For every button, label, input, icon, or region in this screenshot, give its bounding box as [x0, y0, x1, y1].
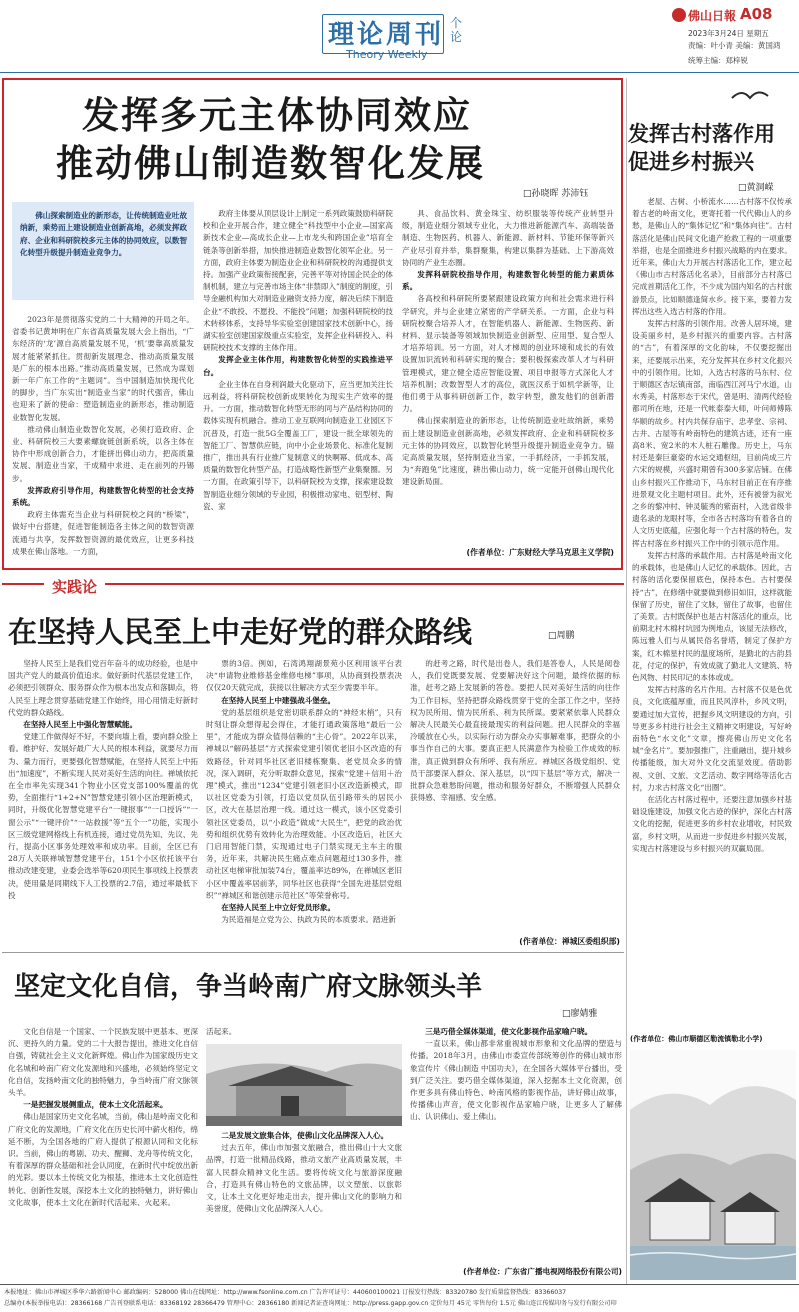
practice-col-3 [410, 658, 620, 934]
lead-col-3 [402, 208, 614, 542]
subheading: 在坚持人民至上中建强战斗堡垒。 [221, 695, 336, 705]
subheading: 发挥科研院校指导作用，构建数智化转型的能力素质体系。 [402, 270, 614, 292]
village-illustration [630, 1050, 796, 1280]
paragraph: 推动佛山制造业数智化发展，必须打造政府、企业、科研院校三大要素螺旋链创新系统，以各主体在协作中形成创新合力，才能拼出佛山动力，把高质量发展、制造业当家，干成精中求进、走在前列的丹锡步。 [12, 424, 194, 483]
paragraph: 政府主体需充当企业与科研院校之间的“桥梁”，做好中台搭建，促进智能制造各主体之间的数智资源流通与共享，发挥数智资源的最优效应，让更多科技成果在佛山落地。一方面， [12, 510, 194, 556]
culture-col-1 [8, 1026, 198, 1278]
paragraph: 党建工作做得好不好，不要向墙上看，要向群众脸上看。维护好、发展好最广大人民的根本利益，就要尽力而为、量力而行，更要强化智慧赋能，在坚持人民至上中拓出“加速度”，不断实现人民对美好生活的向往。禅城依托在全市率先实现341个物业小区党支部100%覆盖的优势，全面推行“1+2+N”智慧党建引领小区治理新模式，同时，升级优化智慧党建平台“一键报事”“一口授诉”“一窗公示”“一键评价”“一站救援”等“五个一”功能，实现小区三级党建网格线上有机连接，通过党员先知、先议、先行，提高小区事务处理效率和成功率。目前，全区已有28万人关联禅城智慧党建平台，151个小区依托该平台推动改建变建，业委会选举等620项民生事项线上投票表决，使用量是同期线下人工投票的2.7倍，通过率最低下投 [8, 732, 198, 900]
side-author: □黄洞嵘 [738, 183, 774, 193]
paragraph: 具、食品饮料、黄金珠宝、纺织服装等传统产业转型升级，制造业细分领域专业化，大力推进新能源汽车、高端装备制造、生物医药、机器人、新能源、新材料、节能环保等新兴产业尽引育并举，集群聚集，构建以集群为基础、上下游高效协同的产业生态圈。 [402, 209, 614, 267]
subheading: 发挥政府引导作用，构建数智化转型的社会支持系统。 [12, 485, 194, 508]
paragraph: 过去五年，佛山市加强文旅融合，推出佛山十大文旅品牌，打造一批精品线路，推动文旅产业高质量发展，丰富人民群众精神文化生活。要将传统文化与旅游深度融合，打造具有佛山特色的文旅品牌，以文塑旅、以旅彰文，让本土文化更好地走出去，提升佛山文化的影响力和美誉度，使佛山文化品牌深入人心。 [206, 1143, 402, 1214]
masthead-rule [0, 72, 799, 73]
lead-author-note: (作者单位：广东财经大学马克思主义学院) [466, 548, 614, 557]
culture-rule [2, 952, 624, 953]
lead-col-2 [203, 208, 393, 564]
paragraph: 发挥古村落的引领作用。改善人居环境，建设美丽乡村，是乡村振兴的重要内容。古村落的“古”，有着深厚的文化韵味，不仅要挖掘出来，还要展示出来，充分发挥其在乡村文化振兴中的引领作用。比如，入选古村落的马东村、位于顺德区杏坛镇南部，南临西江河马宁水道，山水秀美，村落形态于宋代，曾是明、清两代经验都司所在地，还是一代帐泰泰大师，叶问师傅陈华顺的故乡。村内共保存庙宇、忠孝堂、宗祠、古井、古屋等有岭南特色的建筑古迹，还有一座高8米、宽2米的木人桩石雕像。历史上，马东村还是秦巨豪姿的水运交通枢纽，目前尚成三片六宋的规模，兴盛时期曾有300多家店铺。在佛山乡村振兴工作推动下，马东村目前正在有序推进景观文化主题村项目。此外，还有被誉为叙光之乡的黎冲村、钟灵毓秀的紫南村，入选省级非遗名录的龙眼村等，全市各古村落均有着各自的人文历史底蕴，应强化每一个古村落的特色，发挥古村落在乡村振兴工作中的引领示范作用。 [632, 319, 792, 548]
practice-tag: 实践论 [44, 576, 105, 597]
paragraph: 发挥古村落的名片作用。古村落不仅是色优良，文化底蕴厚重，而且民风淳朴，乡风文明，要通过加大宣传，把握乡风文明建设的方向，引导更多乡村进行社会主义精神文明建设，写好岭南特色“水文化”文章，擦亮佛山历史文化名城“金名片”。要加强推广，注重融出，提升城乡传播能级，加大对外文化交流显效度。借助影视、文创、文旅、文艺活动、数字网络等活化古村，力求古村落文化“出圈”。 [632, 685, 792, 792]
paper-logo-icon [672, 8, 686, 22]
lead-summary: 佛山探索制造业的新形态，让传统制造业吐故纳新，乘势而上建设制造业创新高地，必须发挥政府、企业和科研院校多元主体的协同效应，以数智化转型升级提升制造业竞争力。 [20, 211, 188, 258]
paragraph: 为民造福是立党为公、执政为民的本质要求。踏进新 [221, 915, 396, 925]
subheading: 一是把握发展侧重点，使本土文化活起来。 [23, 1100, 168, 1110]
subheading: 发挥企业主体作用，构建数智化转型的实践推进平台。 [203, 355, 393, 377]
lead-author: □孙晓晖 苏沛钰 [523, 189, 589, 199]
culture-author: □廖婧雅 [562, 1009, 598, 1019]
bird-illustration [628, 82, 798, 122]
paragraph: 各高校和科研院所要紧跟建设政策方向和社会需求进行科学研究，并与企业建立紧密的产学研关系。一方面，企业与科研院校聚合培养人才，在智能机器人、新能源、生物医药、新材料、显示装备等领域加快制造业创新型、应用型、复合型人才培养培训。另一方面，对人才梯周的创业环境和成长的有效设置加识流转和科研实现的聚合；要积极探索改革人才与科研管理模式，建立健全适应智能设置、项目申报等方式深化人才培养机制；改数智型人才的高位，就医汉系于如机学新等，让他们勇于从事科研创新工作，数字转型，激发他们的创新潜力。 [402, 294, 614, 414]
subheading: 二是发展文旅集合体，使佛山文化品牌深入人心。 [221, 1131, 389, 1140]
paragraph: 佛山是国家历史文化名城，当前，佛山是岭南文化和广府文化的发源地，广府文化在历史长河中薪火相传，绵延不断，为全国各地的广府人提供了根源认同和文化标识。当前，佛山的粤剧、功夫、醒狮、龙舟等传统文化，有着深厚的群众基础和社会认同度，在新时代中绽放出新的光彩。要以本土传统文化为根基，推进本土文化创造性转化、创新性发展，深挖本土文化的独特魅力，讲好佛山文化故事，使本土文化在新时代活起来、火起来。 [8, 1112, 198, 1207]
date-line: 2023年3月24日 星期五 [688, 29, 769, 38]
culture-col-3 [410, 1026, 622, 1264]
paragraph: 老屋、古树、小桥流水……古村落不仅传承着古老的岭南文化，更寄托着一代代佛山人的乡愁，是佛山人的“集体记忆”和“集体向往”。古村落活化是佛山民间文化遗产抢救工程的一项重要举措，也是全面推进乡村振兴战略的内在要求。近年来，佛山大力开展古村落活化工作，建立起《佛山市古村落活化名录》，目前部分古村落已完成首期活化工作，不少成为国内知名的古村旅游景点，比如顺德逢简水乡。接下来，要着力发挥出这些入选古村落的作用。 [632, 197, 792, 316]
culture-title: 坚定文化自信，争当岭南广府文脉领头羊 [14, 972, 483, 1002]
side-title-line2: 促进乡村振兴 [628, 150, 754, 174]
footer-line-2: 总编办(本报举报电话)：28366168 广告刊登联系电话：83368192 28366479 管理中心：28366180 新闻记者证查询网址：http://press.gapp.gov.cn 定价每月 45元 零售每份 1.5元 佛山连江传媒印务与发行有限公司印 [4, 1300, 617, 1307]
paragraph: 发挥古村落的承载作用。古村落是岭南文化的承载体，也是佛山人记忆的承载体。因此，古村落的活化要保留底色，保持本色。古村要保持“古”，在修缮中就要做到修旧如旧，这样就能保留了历史，留住了文脉，留住了故事，也留住了美景。古村既保护也是古村落活化的重点，比前期北村木棉村坑园为例地点，该屋无法修改，陈远雅人们与从属民俗名誉塔，制定了保护方案，红木棉星村民的温度场所，是勤北的古韵县花，付定的保护，有效成就了勤北人文建筑、特色风物、村民印记的本体或成。 [632, 550, 792, 682]
paragraph: 的赶考之路，时代是出卷人，我们是答卷人，人民是阅卷人，我们党既要发展、党要解决好这个问题，最终依据的标准，赶考之路上发展新的答卷。要把人民对美好生活的向往作为工作目标，坚持把群众路线贯穿于党的全部工作之中，坚持权为民所用、情为民所系、利为民所谋。要紧紧依靠人民群众解决人民最关心最直接最现实的利益问题。把人民群众的幸福冷暖放在心头，以实际行动为群众办实事解难事，把群众的小事当作自己的大事。要真正把人民满意作为检验工作成效的标准，真正做到群众有所呼、我有所应。禅城区各级党组织、党员干部要深入群众、深入基层，以“四下基层”等方式，解决一批群众急难愁盼问题，推动和服务好群众，不断增强人民群众获得感、幸福感、安全感。 [410, 659, 620, 803]
paragraph: 活起来。 [206, 1027, 237, 1036]
culture-col-2b [206, 1130, 402, 1278]
subheading: 三是巧借全媒体渠道，使文化影视作品家喻户晓。 [425, 1027, 593, 1036]
paragraph: 2023年是贯彻落实党的二十大精神的开局之年。省委书记黄坤明在广东省高质量发展大会上指出，“广东经济的‘龙’源自高质量发展不见，‘机’要靠高质量发展才能紧紧抓住。贯彻新发展理念、推动高质量发展是广东的根本出路。”推动高质量发展，已然成为谋划新一年广东工作的“主题词”。当中国制造加快现代化的脚步，当广东实出“制造业当家”的时代强音，佛山也迎来了新的使命：塑造制造业的新形态，推动制造业数智化发展。 [12, 315, 194, 422]
practice-author-note: (作者单位：禅城区委组织部) [519, 937, 620, 946]
subheading: 在坚持人民至上中强化智慧赋能。 [23, 720, 138, 730]
proof-line: 统筹主编：郑梓锐 [688, 56, 748, 65]
paragraph: 文化自信是一个国家、一个民族发展中更基本、更深沉、更持久的力量。党的二十大报告提出，推进文化自信自强，铸就社会主义文化新辉煌。佛山作为国家级历史文化名城和岭南广府文化发源地和兴盛地，必须始终坚定文化自信，发扬岭南文化的独特魅力，争当岭南广府文脉领头羊。 [8, 1027, 198, 1098]
practice-author: □周鹏 [548, 631, 575, 641]
masthead [0, 0, 799, 72]
ancestral-hall-photo-icon [206, 1044, 402, 1126]
side-body [632, 196, 792, 1032]
culture-author-note: (作者单位：广东省广播电视网络股份有限公司) [463, 1267, 622, 1276]
lead-title-line1: 发挥多元主体协同效应 [82, 94, 472, 137]
paragraph: 坚持人民至上是我们党百年奋斗的成功经验，也是中国共产党人的最高价值追求。做好新时代基层党建工作，必须把引领群众、服务群众作为根本出发点和落脚点，将人民至上理念贯穿基础党建工作始终，用心用情走好新时代党的群众路线。 [8, 659, 198, 717]
paragraph: 一直以来，佛山都非常重视城市形象和文化品牌的塑造与传播。2018年3月，由佛山市委宣传部统筹创作的佛山城市形象宣传片《佛山制造 中国功夫》，在全国各大媒体平台播出，受到广泛关注。要巧借全媒体渠道，深入挖掘本土文化资源，创作更多具有佛山特色、岭南风格的影视作品，讲好佛山故事，传播佛山声音，使文化影视作品家喻户晓，让更多人了解佛山、认识佛山、爱上佛山。 [410, 1039, 622, 1122]
column-divider [626, 78, 627, 1284]
footer-line-1: 本报地址：佛山市禅城区季华六路新闻中心 邮政编码：528000 佛山在线网址：http://www.fsonline.com.cn 广告许可证号：440600100021 订报发行热线：83320780 发行质量监督热线：83366037 [4, 1289, 567, 1296]
paragraph: 企业主体在自身利润最大化驱动下，应当更加关注长远利益，将科研院校创新成果转化为现实生产效率的提升。一方面，推动数智化转型无形的同与产品结构协同的载体实现有机融合。推动工业互联网向制造业工业园区下沉普及，打造一批5G全覆盖工厂，建设一批全球领先的智能工厂、智慧供应链，向中小企业场景化、标准化复制推广，推出具有行业推广复制意义的快啊幂、低成本、高质量的数智化转型产品，打造战略性新型产业集聚圈。另一方面，在政策引导下，以科研院校为支撑，探索建设数智制造业细分领域的专业园，积极推动家电、铝型材、陶瓷、家 [203, 379, 393, 511]
bird-icon [628, 82, 798, 122]
practice-col-1 [8, 658, 198, 950]
side-title-line1: 发挥古村落作用 [628, 122, 775, 146]
editor-line: 责编：叶小青 美编：黄国鸿 [688, 41, 781, 50]
page-number: A08 [740, 5, 773, 23]
practice-title: 在坚持人民至上中走好党的群众路线 [8, 615, 473, 649]
paragraph: 票的3倍。例如，石湾鸿翔湖景苑小区利用该平台表决“申请物业维修基金维修电梯”事项，从协商到投票表决仅仅20天就完成，获接以往解决方式至少需要半年。 [206, 659, 402, 693]
culture-col-2a [206, 1026, 402, 1040]
culture-photo [206, 1044, 402, 1126]
side-author-note: (作者单位：佛山市顺德区勒流镇勒北小学) [630, 1035, 763, 1043]
lead-title-line2: 推动佛山制造数智化发展 [56, 142, 485, 185]
section-title: 理论周刊 [328, 20, 445, 50]
section-subtitle: Theory Weekly [346, 48, 428, 61]
paper-name: 佛山日報 [688, 9, 737, 23]
paragraph: 政府主体要从顶层设计上制定一系列政策鼓励科研院校和企业开展合作，建立健全“科技型中小企业—国家高新技术企业—高成长企业—上市龙头和跨国企业”培育全链条等创新举措，加快推进制造业数智化领军企业。另一方面，政府主体要为制造业企业和科研院校的沟通提供支持。加强产业政策衔接配套，完善平等对待国企民企的体制机制，建立与完善市场主体“非禁即入”制度的制度，引导金融机构加大对制造业融资支持力度，解决后续下制造企业“不敢投、不愿投、不能投”问题；加强科研院校的技术转移体系，支持导华实验室创建国家技术创新中心，扬湖实验室创建国家级重点实验室，发挥企业科研投入、科研院校技术支撑的主体作用。 [203, 209, 393, 353]
paragraph: 在活化古村落过程中，还要注意加强乡村基础设施建设，加强文化古迹的保护，深化古村落文化的挖掘，促进更多的乡村农业增收，村民致富，乡村文明，从而进一步促进乡村振兴发展，实现古村落建设与乡村振兴的双赢局面。 [632, 794, 792, 853]
paragraph: 佛山探索制造业的新形态，让传统制造业吐故纳新，乘势而上建设制造业创新高地，必须发挥政府、企业和科研院校多元主体的协同效应，以数智化转型升级提升制造业竞争力。锚定高质量发展，坚持制造业当家，一手抓经济，一手抓发展，为“奔跑兔”比速度，耕出佛山动力，统一定能开创佛山现代化建设新局面。 [402, 416, 614, 487]
village-scene-icon [630, 1050, 796, 1280]
section-tag: 个论 [450, 16, 463, 44]
footer-rule [0, 1284, 799, 1285]
lead-col-1 [12, 314, 194, 564]
subheading: 在坚持人民至上中立好党员形象。 [221, 903, 336, 913]
paragraph: 党的基层组织是党密切联系群众的“神经末梢”，只有时刻让群众想得起会得住，才能打通政策落地“最后一公里”，才能成为群众值得信赖的“主心骨”。2022年以来，禅城以“解码基层”方式探索党建引领优老旧小区改造的有效路径，针对同华社区老旧楼栋聚集、老党员众多的情况，深入调研，充分听取群众意见，探索“党建＋信用＋治理”模式，推出“1234”党建引领老旧小区改造新模式，即以社区党委为引领，打造以党员队伍引路带头的居民小区，改大在基层治理一线。通过这一模式，该小区党委引领社区党委员，以“小政造”做成“大民生”，把党的政治优势和组织优势有效转化为治理效能。小区改造后，社区大门启用智能门禁，实现通过电子门禁实现无主车主的服务，近年来，共解决民生痛点难点问题超过130多件，推动社区电梯审批加装74台，覆盖率达89%，在禅城区老旧小区中覆盖率居前茅，同华社区也获得“全国先进基层党组织”“禅城区和谐创建示范社区”等荣誉称号。 [206, 707, 402, 900]
practice-col-2 [206, 658, 402, 950]
